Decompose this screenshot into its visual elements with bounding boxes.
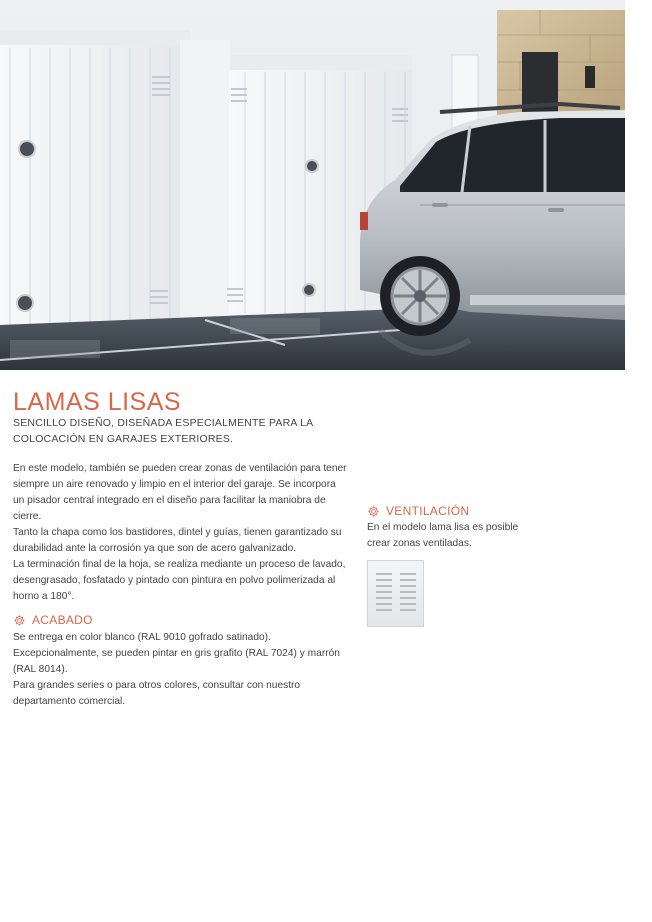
garage-scene: [0, 0, 625, 370]
ventilacion-heading-label: VENTILACIÓN: [386, 504, 470, 518]
page-subtitle: SENCILLO DISEÑO, DISEÑADA ESPECIALMENTE PARA LA COLOCACIÓN EN GARAJES EXTERIORES.: [13, 417, 313, 445]
acabado-paragraph: Excepcionalmente, se pueden pintar en gris grafito (RAL 7024) y marrón (RAL 8014).: [13, 648, 340, 675]
acabado-heading-label: ACABADO: [32, 613, 93, 627]
ventilation-panel-thumbnail: [367, 560, 424, 627]
ventilacion-text: En el modelo lama lisa es posible crear zonas ventiladas.: [367, 522, 519, 549]
description-paragraph: Tanto la chapa como los bastidores, dintel y guías, tienen garantizado su durabilidad ante la corrosión ya que son de acero galvanizado.: [13, 527, 342, 554]
hero-photo: [0, 0, 625, 370]
ventilacion-heading: [367, 504, 469, 518]
acabado-paragraph: Para grandes series o para otros colores, consultar con nuestro departamento comercial.: [13, 680, 301, 707]
page-title: LAMAS LISAS: [13, 388, 182, 416]
description-paragraph: En este modelo, también se pueden crear zonas de ventilación para tener siempre un aire renovado y limpio en el interior del garaje. Se incorpora un pisador central integrado en el diseño para facilitar la maniobra de cierre.: [13, 463, 347, 522]
acabado-body: [13, 630, 348, 710]
gear-icon: [13, 614, 26, 627]
acabado-paragraph: Se entrega en color blanco (RAL 9010 gofrado satinado).: [13, 632, 271, 643]
description-paragraph: La terminación final de la hoja, se realiza mediante un proceso de lavado, desengrasado, fosfatado y pintado con pintura en polvo polimerizada al horno a 180°.: [13, 559, 346, 602]
description-body: [13, 461, 348, 605]
gear-icon: [367, 505, 380, 518]
acabado-heading: [13, 613, 93, 627]
